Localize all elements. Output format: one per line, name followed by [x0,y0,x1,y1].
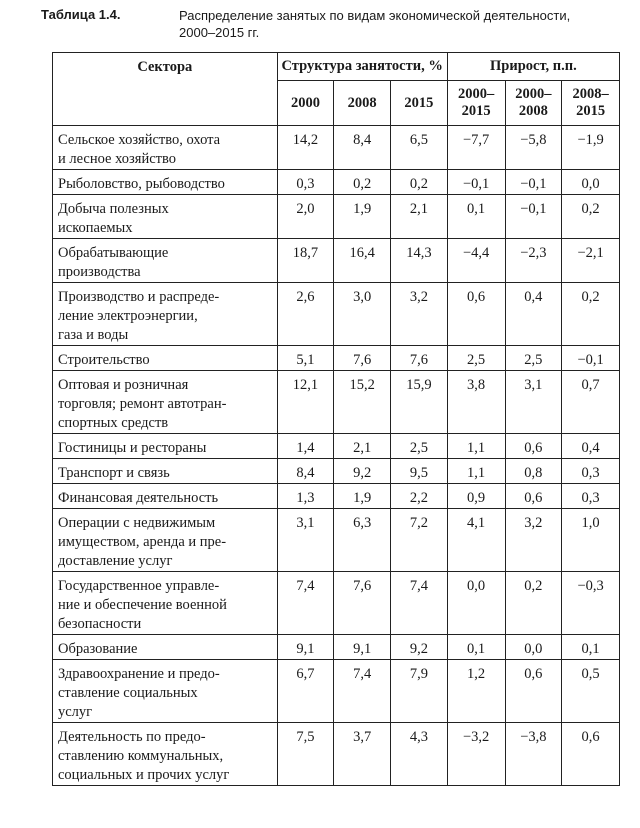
table-row [53,434,620,459]
header-period: 2000– 2008 [505,81,562,126]
value-cell: −0,3 [562,572,620,635]
value-cell: 0,0 [562,170,620,195]
value-cell: 5,1 [277,346,334,371]
value-cell: 9,2 [334,459,391,484]
value-cell: 2,6 [277,283,334,346]
value-cell: −2,3 [505,239,562,283]
header-structure: Структура занятости, % [277,53,447,81]
value-cell: 7,6 [334,572,391,635]
value-cell: 8,4 [334,126,391,170]
sector-name: Государственное управле- ние и обеспечение военной безопасности [53,572,278,635]
value-cell: 3,8 [447,371,505,434]
value-cell: 0,8 [505,459,562,484]
employment-table [52,52,620,786]
value-cell: 1,4 [277,434,334,459]
value-cell: 7,4 [277,572,334,635]
value-cell: 0,1 [447,195,505,239]
table-row [53,239,620,283]
value-cell: 6,5 [391,126,448,170]
sector-name: Здравоохранение и предо- ставление социальных услуг [53,660,278,723]
sector-name: Образование [53,635,278,660]
value-cell: 9,5 [391,459,448,484]
value-cell: 9,1 [277,635,334,660]
value-cell: 3,1 [505,371,562,434]
value-cell: 1,0 [562,509,620,572]
value-cell: 4,3 [391,723,448,786]
value-cell: 1,9 [334,484,391,509]
table-row [53,126,620,170]
value-cell: 8,4 [277,459,334,484]
table-row [53,283,620,346]
value-cell: 0,6 [562,723,620,786]
value-cell: 14,3 [391,239,448,283]
table-row [53,459,620,484]
value-cell: 0,7 [562,371,620,434]
value-cell: 0,6 [505,484,562,509]
sector-name: Гостиницы и рестораны [53,434,278,459]
value-cell: −5,8 [505,126,562,170]
value-cell: 0,5 [562,660,620,723]
value-cell: 0,6 [447,283,505,346]
header-year: 2008 [334,81,391,126]
table-row [53,484,620,509]
value-cell: 0,0 [447,572,505,635]
value-cell: 7,9 [391,660,448,723]
value-cell: 12,1 [277,371,334,434]
value-cell: 0,4 [562,434,620,459]
value-cell: 0,6 [505,434,562,459]
value-cell: 3,2 [391,283,448,346]
value-cell: 0,2 [334,170,391,195]
value-cell: 3,1 [277,509,334,572]
sector-name: Производство и распреде- ление электроэнергии, газа и воды [53,283,278,346]
sector-name: Транспорт и связь [53,459,278,484]
value-cell: 0,2 [391,170,448,195]
sector-name: Рыболовство, рыбоводство [53,170,278,195]
table-body [53,126,620,786]
header-period: 2000– 2015 [447,81,505,126]
value-cell: 0,2 [562,283,620,346]
value-cell: 2,5 [447,346,505,371]
table-row [53,195,620,239]
value-cell: 4,1 [447,509,505,572]
value-cell: 7,6 [334,346,391,371]
header-year: 2015 [391,81,448,126]
sector-name: Добыча полезных ископаемых [53,195,278,239]
value-cell: 7,5 [277,723,334,786]
value-cell: 0,0 [505,635,562,660]
table-row [53,635,620,660]
value-cell: 0,3 [562,459,620,484]
value-cell: 1,3 [277,484,334,509]
value-cell: −7,7 [447,126,505,170]
header-period: 2008– 2015 [562,81,620,126]
value-cell: 0,1 [562,635,620,660]
table-row [53,371,620,434]
value-cell: 7,6 [391,346,448,371]
value-cell: 0,1 [447,635,505,660]
sector-name: Обрабатывающие производства [53,239,278,283]
value-cell: 14,2 [277,126,334,170]
value-cell: 2,1 [391,195,448,239]
value-cell: −4,4 [447,239,505,283]
value-cell: 0,4 [505,283,562,346]
value-cell: 0,3 [562,484,620,509]
value-cell: −0,1 [562,346,620,371]
value-cell: 1,1 [447,459,505,484]
sector-name: Сельское хозяйство, охота и лесное хозяйство [53,126,278,170]
caption-label: Таблица 1.4. [41,7,121,22]
value-cell: −1,9 [562,126,620,170]
value-cell: −0,1 [505,195,562,239]
header-growth: Прирост, п.п. [447,53,619,81]
value-cell: 16,4 [334,239,391,283]
value-cell: 0,6 [505,660,562,723]
value-cell: 9,2 [391,635,448,660]
value-cell: 6,3 [334,509,391,572]
table-row [53,170,620,195]
sector-name: Строительство [53,346,278,371]
sector-name: Финансовая деятельность [53,484,278,509]
value-cell: 2,1 [334,434,391,459]
header-sector: Сектора [53,53,278,126]
value-cell: 7,4 [334,660,391,723]
value-cell: 0,3 [277,170,334,195]
caption-text: Распределение занятых по видам экономической деятельности, 2000–2015 гг. [179,8,571,40]
value-cell: 2,5 [505,346,562,371]
value-cell: 1,9 [334,195,391,239]
table-row [53,723,620,786]
table-row [53,660,620,723]
value-cell: −2,1 [562,239,620,283]
value-cell: −0,1 [447,170,505,195]
value-cell: 0,9 [447,484,505,509]
value-cell: 7,4 [391,572,448,635]
value-cell: 2,0 [277,195,334,239]
value-cell: 3,0 [334,283,391,346]
sector-name: Операции с недвижимым имуществом, аренда и пре- доставление услуг [53,509,278,572]
table-row [53,509,620,572]
value-cell: 2,5 [391,434,448,459]
value-cell: 0,2 [562,195,620,239]
value-cell: 1,2 [447,660,505,723]
value-cell: 15,9 [391,371,448,434]
header-year: 2000 [277,81,334,126]
sector-name: Деятельность по предо- ставлению коммунальных, социальных и прочих услуг [53,723,278,786]
value-cell: −3,8 [505,723,562,786]
value-cell: −3,2 [447,723,505,786]
value-cell: 6,7 [277,660,334,723]
value-cell: 2,2 [391,484,448,509]
value-cell: 18,7 [277,239,334,283]
value-cell: 3,7 [334,723,391,786]
value-cell: 1,1 [447,434,505,459]
value-cell: −0,1 [505,170,562,195]
table-row [53,346,620,371]
value-cell: 0,2 [505,572,562,635]
table-row [53,572,620,635]
value-cell: 7,2 [391,509,448,572]
value-cell: 3,2 [505,509,562,572]
value-cell: 9,1 [334,635,391,660]
sector-name: Оптовая и розничная торговля; ремонт автотран- спортных средств [53,371,278,434]
value-cell: 15,2 [334,371,391,434]
